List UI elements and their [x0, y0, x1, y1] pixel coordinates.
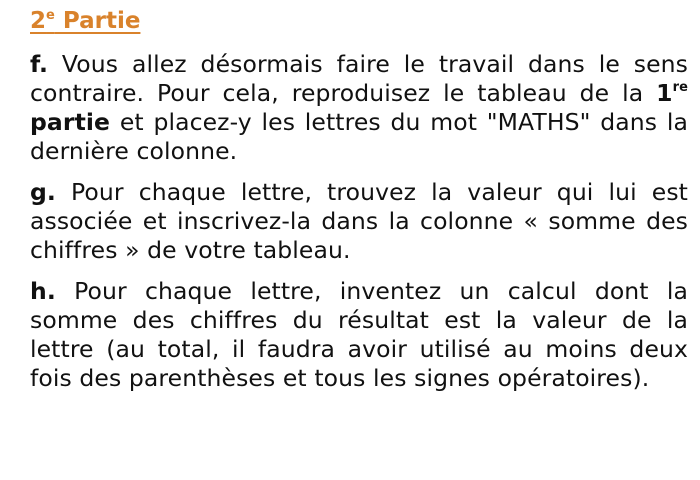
- question-h-text: Pour chaque lettre, inventez un calcul dont la somme des chiffres du résultat est la valeur de la lettre (au total, il faudra avoir utilisé au moins deux fois des parenthèses et tous les signes opératoires).: [30, 277, 688, 392]
- question-f: [30, 50, 688, 166]
- question-g-text: Pour chaque lettre, trouvez la valeur qui lui est associée et inscrivez-la dans la colonne « somme des chiffres » de votre tableau.: [30, 178, 688, 264]
- question-g-label: g.: [30, 178, 56, 206]
- section-title-text: Partie: [54, 8, 141, 34]
- question-f-bold-number: 1: [656, 79, 673, 107]
- section-title: [30, 6, 140, 36]
- question-h: [30, 277, 688, 393]
- question-f-text-before: Vous allez désormais faire le travail dans le sens contraire. Pour cela, reproduisez le tableau de la: [30, 50, 688, 107]
- question-f-bold-superscript: re: [672, 80, 688, 95]
- question-f-text-after: et placez-y les lettres du mot "MATHS" dans la dernière colonne.: [30, 108, 688, 165]
- question-f-label: f.: [30, 50, 49, 78]
- question-h-label: h.: [30, 277, 56, 305]
- question-f-bold-word: partie: [30, 108, 111, 136]
- document-page: [30, 6, 688, 405]
- section-title-superscript: e: [46, 8, 55, 23]
- section-title-number: 2: [30, 8, 47, 34]
- question-g: [30, 178, 688, 265]
